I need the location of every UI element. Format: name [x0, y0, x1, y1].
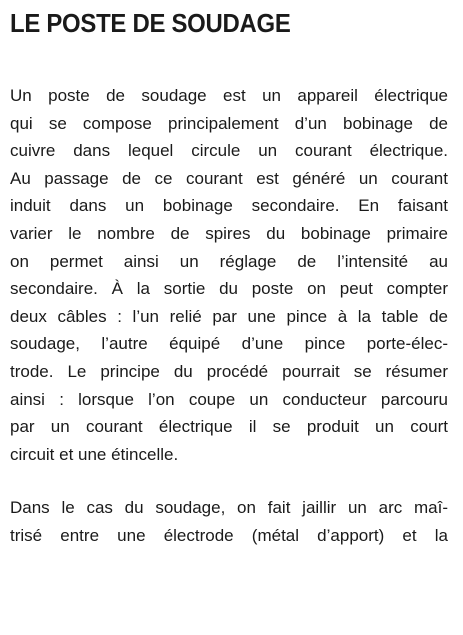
- text-line: par un courant électrique il se produit un court: [10, 417, 448, 437]
- text-line: qui se compose principalement d’un bobinage de: [10, 113, 448, 133]
- text-line: ainsi : lorsque l’on coupe un conducteur parcouru: [10, 389, 448, 409]
- text-line: induit dans un bobinage secondaire. En faisant: [10, 196, 448, 216]
- paragraph-2: [10, 494, 448, 549]
- text-line: Dans le cas du soudage, on fait jaillir un arc maî-: [10, 498, 448, 518]
- paragraph-1: [10, 82, 448, 468]
- text-line: secondaire. À la sortie du poste on peut compter: [10, 279, 448, 299]
- text-line: trisé entre une électrode (métal d’apport) et la: [10, 525, 448, 545]
- document-page: [10, 6, 448, 550]
- text-line: soudage, l’autre équipé d’une pince porte-élec-: [10, 334, 448, 354]
- text-line: cuivre dans lequel circule un courant électrique.: [10, 141, 448, 161]
- page-title: LE POSTE DE SOUDAGE: [10, 8, 291, 38]
- text-line: varier le nombre de spires du bobinage primaire: [10, 223, 448, 243]
- text-line: Un poste de soudage est un appareil électrique: [10, 86, 448, 105]
- text-line: on permet ainsi un réglage de l’intensité au: [10, 251, 448, 271]
- text-line: circuit et une étincelle.: [10, 444, 179, 464]
- text-line: trode. Le principe du procédé pourrait se résumer: [10, 361, 448, 381]
- text-line: deux câbles : l’un relié par une pince à la table de: [10, 306, 448, 326]
- text-line: Au passage de ce courant est généré un courant: [10, 168, 448, 188]
